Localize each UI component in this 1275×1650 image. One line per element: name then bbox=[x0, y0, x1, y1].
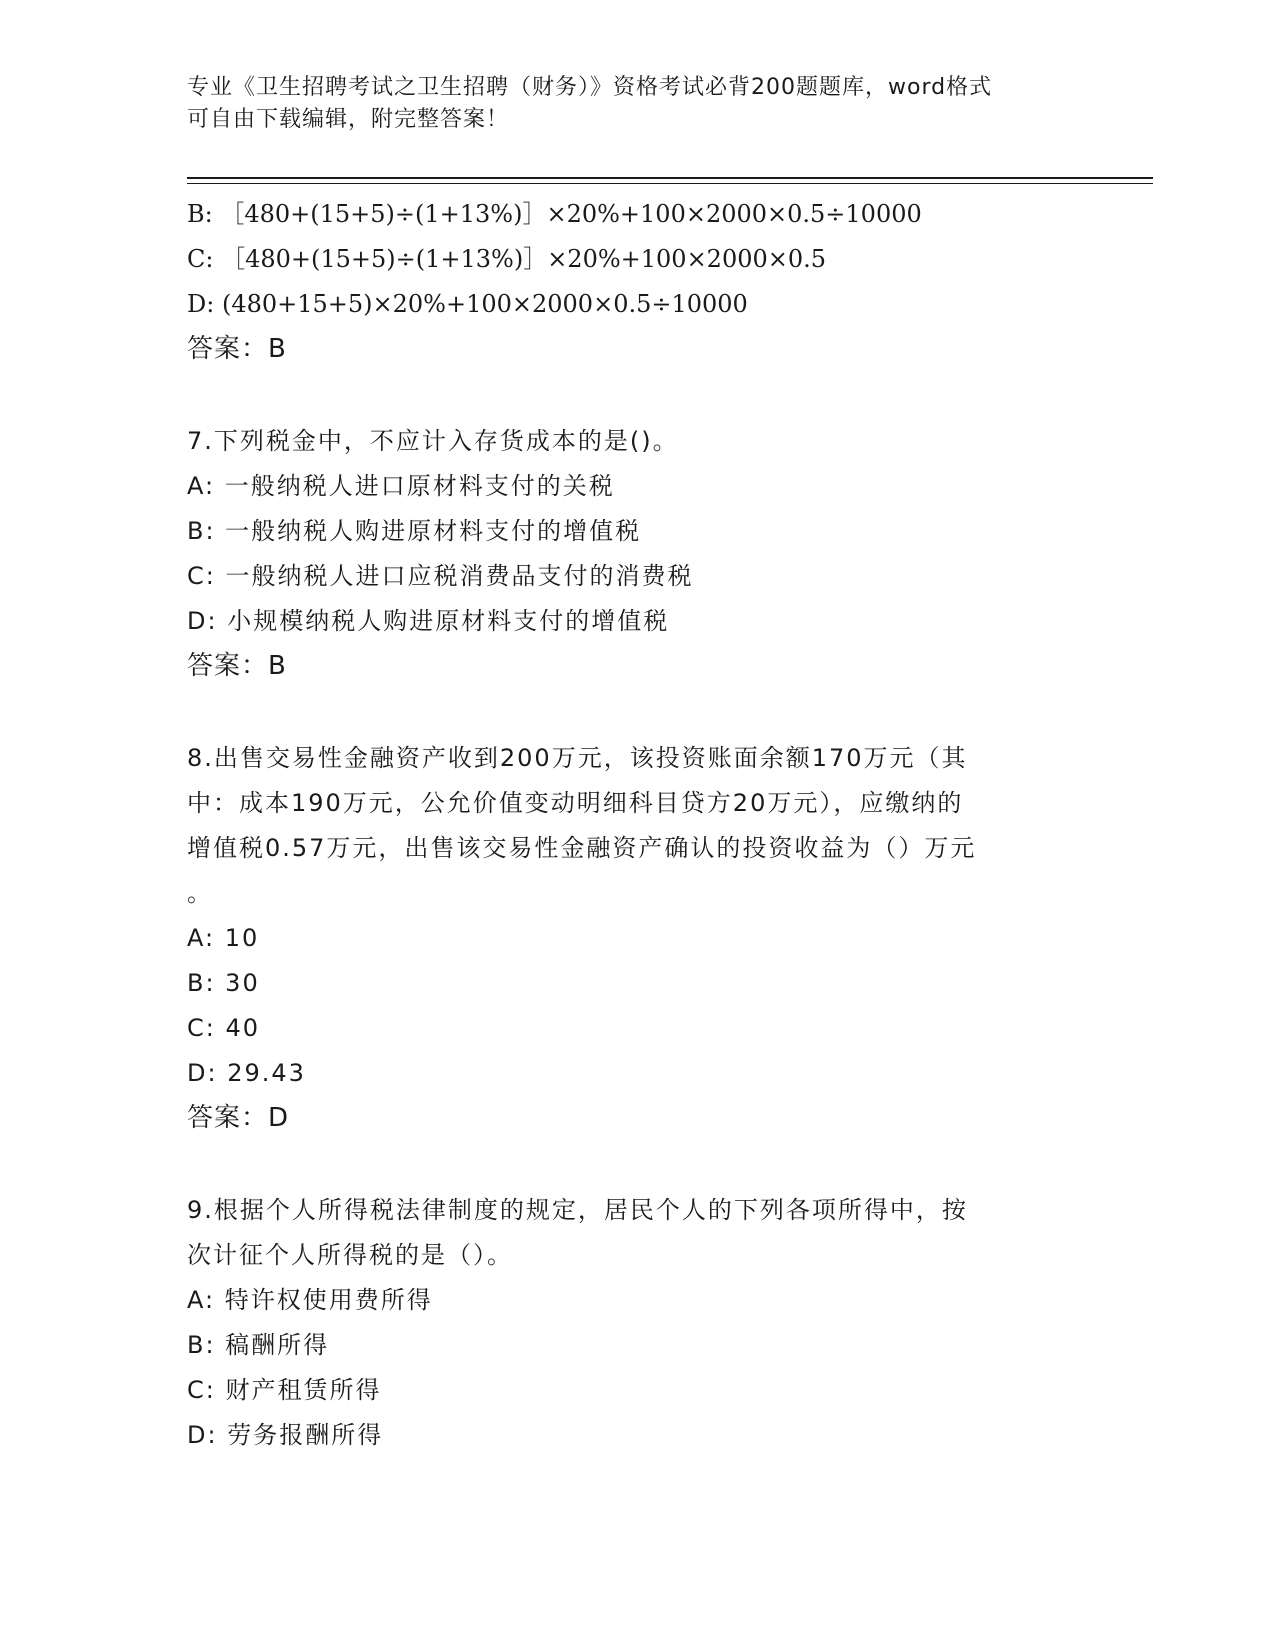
q9-option-c: C: 财产租赁所得 bbox=[187, 1376, 382, 1404]
question-9 bbox=[187, 1188, 1087, 1458]
q8-option-c: C: 40 bbox=[187, 1014, 261, 1042]
q7-answer: 答案：B bbox=[187, 651, 287, 681]
q7-option-d: D: 小规模纳税人购进原材料支付的增值税 bbox=[187, 607, 670, 635]
q8-option-d: D: 29.43 bbox=[187, 1059, 306, 1087]
q9-option-a: A: 特许权使用费所得 bbox=[187, 1286, 433, 1314]
q9-stem-line-2: 次计征个人所得税的是（）。 bbox=[187, 1241, 513, 1269]
spacer bbox=[187, 1141, 1087, 1188]
spacer bbox=[187, 372, 1087, 419]
header-title-line-1: 专业《卫生招聘考试之卫生招聘（财务）》资格考试必背200题题库，word格式 bbox=[187, 75, 993, 100]
q9-stem bbox=[187, 1188, 1067, 1278]
question-list bbox=[187, 192, 1087, 1458]
header-title-line-2: 可自由下载编辑，附完整答案！ bbox=[187, 107, 510, 132]
header-divider-thick bbox=[187, 177, 1153, 179]
q8-stem-line-3: 增值税0.57万元，出售该交易性金融资产确认的投资收益为（）万元 bbox=[187, 834, 977, 862]
q8-option-a: A: 10 bbox=[187, 924, 260, 952]
question-6-continued bbox=[187, 192, 1087, 372]
q8-answer: 答案：D bbox=[187, 1103, 290, 1133]
q6-option-b: B: ［480+(15+5)÷(1+13%)］×20%+100×2000×0.5÷10000 bbox=[187, 200, 922, 228]
q6-option-d: D: (480+15+5)×20%+100×2000×0.5÷10000 bbox=[187, 290, 748, 318]
spacer bbox=[187, 689, 1087, 736]
q8-option-b: B: 30 bbox=[187, 969, 260, 997]
q8-stem-line-2: 中：成本190万元，公允价值变动明细科目贷方20万元），应缴纳的 bbox=[187, 789, 964, 817]
q7-option-a: A: 一般纳税人进口原材料支付的关税 bbox=[187, 472, 615, 500]
q7-stem: 7.下列税金中，不应计入存货成本的是()。 bbox=[187, 427, 679, 455]
q7-option-c: C: 一般纳税人进口应税消费品支付的消费税 bbox=[187, 562, 694, 590]
header-divider-thin bbox=[187, 183, 1153, 184]
q6-answer: 答案：B bbox=[187, 334, 287, 364]
q9-option-b: B: 稿酬所得 bbox=[187, 1331, 330, 1359]
q9-option-d: D: 劳务报酬所得 bbox=[187, 1421, 384, 1449]
q7-option-b: B: 一般纳税人购进原材料支付的增值税 bbox=[187, 517, 642, 545]
q6-option-c: C: ［480+(15+5)÷(1+13%)］×20%+100×2000×0.5 bbox=[187, 245, 827, 273]
q8-stem-line-1: 8.出售交易性金融资产收到200万元，该投资账面余额170万元（其 bbox=[187, 744, 968, 772]
question-8 bbox=[187, 736, 1087, 1141]
q8-stem bbox=[187, 736, 1067, 916]
document-header bbox=[187, 72, 1087, 136]
q9-stem-line-1: 9.根据个人所得税法律制度的规定，居民个人的下列各项所得中，按 bbox=[187, 1196, 968, 1224]
q8-stem-line-4: 。 bbox=[187, 879, 213, 907]
question-7 bbox=[187, 419, 1087, 689]
